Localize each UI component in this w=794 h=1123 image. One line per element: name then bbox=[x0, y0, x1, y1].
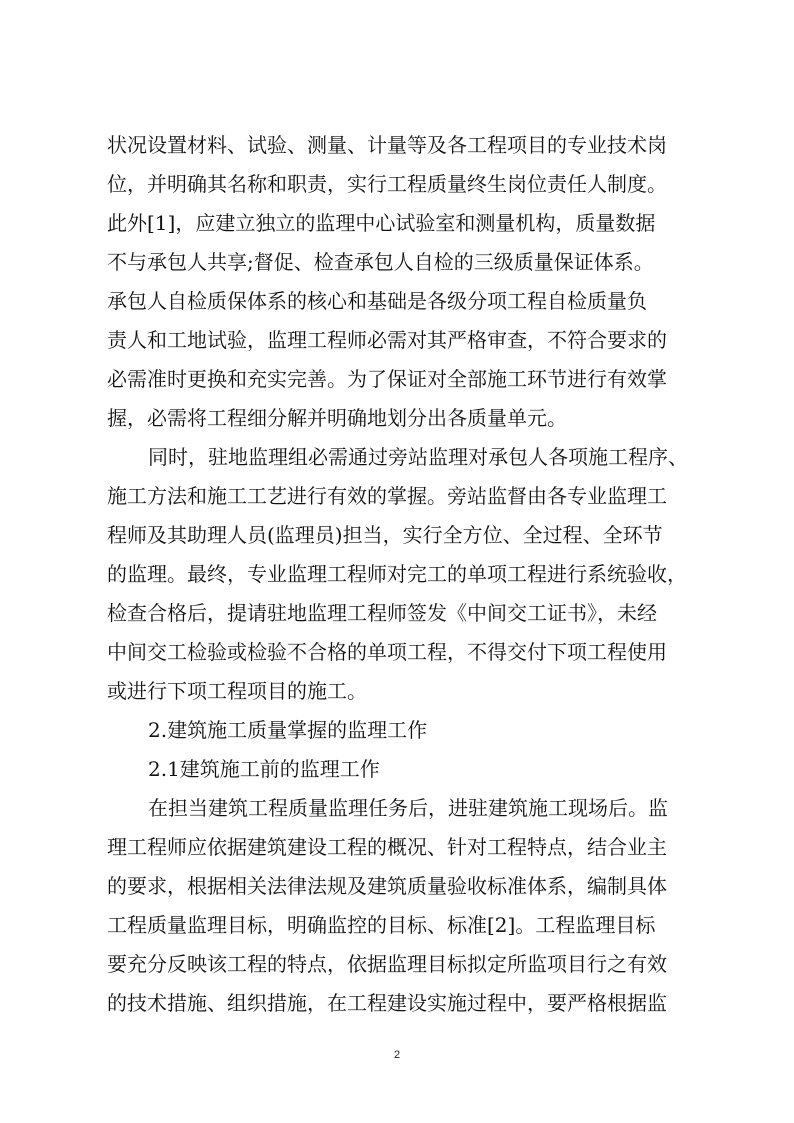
paragraph-line: 握，必需将工程细分解并明确地划分出各质量单元。 bbox=[107, 406, 567, 430]
paragraph-line: 工程质量监理目标，明确监控的目标、标准[2]。工程监理目标 bbox=[107, 913, 656, 937]
paragraph-first-line: 在担当建筑工程质量监理任务后，进驻建筑施工现场后。监 bbox=[148, 796, 668, 820]
paragraph-line: 或进行下项工程项目的施工。 bbox=[107, 679, 367, 703]
paragraph-line: 承包人自检质保体系的核心和基础是各级分项工程自检质量负 bbox=[107, 289, 647, 313]
paragraph-line: 要充分反映该工程的特点，依据监理目标拟定所监项目行之有效 bbox=[107, 952, 667, 976]
paragraph-line: 程师及其助理人员(监理员)担当，实行全方位、全过程、全环节 bbox=[107, 523, 663, 547]
section-heading: 2.建筑施工质量掌握的监理工作 bbox=[148, 718, 428, 742]
paragraph-line: 施工方法和施工工艺进行有效的掌握。旁站监督由各专业监理工 bbox=[107, 484, 667, 508]
paragraph-first-line: 同时，驻地监理组必需通过旁站监理对承包人各项施工程序、 bbox=[148, 445, 688, 469]
paragraph-line: 必需准时更换和充实完善。为了保证对全部施工环节进行有效掌 bbox=[107, 367, 667, 391]
paragraph-line: 的技术措施、组织措施，在工程建设实施过程中，要严格根据监 bbox=[107, 991, 667, 1015]
paragraph-line: 理工程师应依据建筑建设工程的概况、针对工程特点，结合业主 bbox=[107, 835, 667, 859]
paragraph-line: 检查合格后，提请驻地监理工程师签发《中间交工证书》，未经 bbox=[107, 601, 657, 625]
paragraph-line: 位，并明确其名称和职责，实行工程质量终生岗位责任人制度。 bbox=[107, 172, 667, 196]
paragraph-line: 中间交工检验或检验不合格的单项工程，不得交付下项工程使用 bbox=[107, 640, 667, 664]
paragraph-line: 的监理。最终，专业监理工程师对完工的单项工程进行系统验收， bbox=[107, 562, 687, 586]
paragraph-line: 责人和工地试验，监理工程师必需对其严格审查，不符合要求的 bbox=[107, 328, 667, 352]
paragraph-line: 状况设置材料、试验、测量、计量等及各工程项目的专业技术岗 bbox=[107, 133, 667, 157]
subsection-heading: 2.1建筑施工前的监理工作 bbox=[148, 757, 380, 781]
paragraph-line: 此外[1]，应建立独立的监理中心试验室和测量机构，质量数据 bbox=[107, 211, 656, 235]
page-number: 2 bbox=[393, 1049, 401, 1061]
paragraph-line: 的要求，根据相关法律法规及建筑质量验收标准体系，编制具体 bbox=[107, 874, 667, 898]
paragraph-line: 不与承包人共享;督促、检查承包人自检的三级质量保证体系。 bbox=[107, 250, 654, 274]
